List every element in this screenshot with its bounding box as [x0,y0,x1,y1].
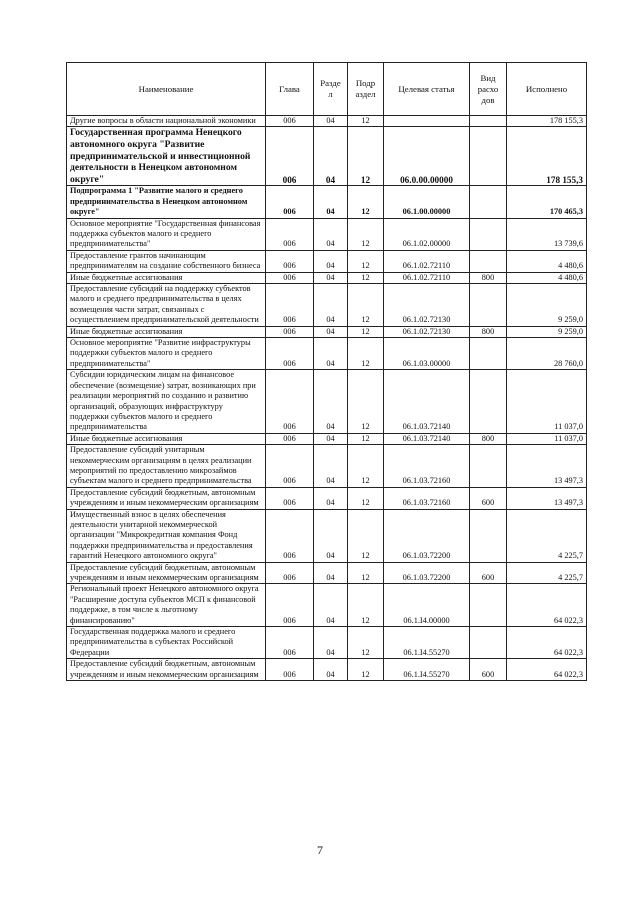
table-row [67,627,587,659]
row-target-article: 06.1.03.72140 [384,370,470,433]
row-glava: 006 [266,487,314,509]
row-name: Основное мероприятие "Государственная финансовая поддержка субъектов малого и среднего предпринимательства" [67,218,266,250]
row-podrazdel: 12 [348,186,384,218]
row-target-article: 06.1.03.72140 [384,433,470,444]
row-executed-amount: 64 022,3 [507,627,587,659]
row-razdel: 04 [314,218,348,250]
table-row [67,116,587,127]
row-razdel: 04 [314,338,348,370]
row-name: Региональный проект Ненецкого автономного округа "Расширение доступа субъектов МСП к финансовой поддержке, в том числе к льготному финансированию" [67,584,266,627]
table-body [67,116,587,681]
row-executed-amount: 13 739,6 [507,218,587,250]
row-podrazdel: 12 [348,284,384,327]
table-header-row [67,63,587,116]
table-row [67,326,587,337]
row-target-article: 06.0.00.00000 [384,127,470,186]
row-razdel: 04 [314,186,348,218]
table-row [67,370,587,433]
row-podrazdel: 12 [348,487,384,509]
row-glava: 006 [266,370,314,433]
row-target-article: 06.1.02.72110 [384,272,470,283]
row-glava: 006 [266,218,314,250]
row-expense-type: 800 [470,433,507,444]
row-expense-type: 800 [470,272,507,283]
row-glava: 006 [266,562,314,584]
row-glava: 006 [266,284,314,327]
row-name: Иные бюджетные ассигнования [67,433,266,444]
row-expense-type: 800 [470,326,507,337]
table-row [67,584,587,627]
row-executed-amount: 170 465,3 [507,186,587,218]
budget-table [66,62,587,681]
row-executed-amount: 11 037,0 [507,433,587,444]
table-row [67,433,587,444]
row-podrazdel: 12 [348,272,384,283]
row-name: Предоставление грантов начинающим предпринимателям на создание собственного бизнеса [67,250,266,272]
row-glava: 006 [266,659,314,681]
row-razdel: 04 [314,487,348,509]
header-glava: Глава [266,63,314,116]
row-executed-amount: 11 037,0 [507,370,587,433]
row-expense-type [470,509,507,562]
row-target-article: 06.1.02.00000 [384,218,470,250]
row-executed-amount: 178 155,3 [507,127,587,186]
row-razdel: 04 [314,272,348,283]
row-razdel: 04 [314,627,348,659]
row-podrazdel: 12 [348,584,384,627]
table-row [67,562,587,584]
row-razdel: 04 [314,659,348,681]
row-razdel: 04 [314,584,348,627]
row-target-article: 06.1.03.72160 [384,487,470,509]
row-podrazdel: 12 [348,127,384,186]
table-row [67,445,587,488]
row-expense-type [470,370,507,433]
row-target-article: 06.1.02.72130 [384,326,470,337]
header-executed: Исполнено [507,63,587,116]
row-glava: 006 [266,509,314,562]
table-row [67,509,587,562]
table-row [67,487,587,509]
row-glava: 006 [266,272,314,283]
row-podrazdel: 12 [348,218,384,250]
row-glava: 006 [266,127,314,186]
row-executed-amount: 13 497,3 [507,487,587,509]
row-glava: 006 [266,250,314,272]
row-name: Субсидии юридическим лицам на финансовое обеспечение (возмещение) затрат, возникающих при реализации мероприятий по созданию и развитию организаций, образующих инфраструктуру поддержки субъектов малого и среднего предпринимательства [67,370,266,433]
row-name: Государственная программа Ненецкого автономного округа "Развитие предпринимательской и инвестиционной деятельности в Ненецком автономном округе" [67,127,266,186]
row-podrazdel: 12 [348,433,384,444]
row-target-article: 06.1.I4.55270 [384,627,470,659]
row-expense-type [470,116,507,127]
row-target-article: 06.1.02.72110 [384,250,470,272]
row-executed-amount: 64 022,3 [507,659,587,681]
row-expense-type: 600 [470,487,507,509]
row-expense-type: 600 [470,659,507,681]
row-target-article: 06.1.03.72160 [384,445,470,488]
row-razdel: 04 [314,284,348,327]
table-row [67,338,587,370]
header-razdel: Разде л [314,63,348,116]
row-executed-amount: 13 497,3 [507,445,587,488]
row-target-article: 06.1.I4.55270 [384,659,470,681]
table-row [67,218,587,250]
row-executed-amount: 4 225,7 [507,509,587,562]
row-glava: 006 [266,326,314,337]
row-name: Основное мероприятие "Развитие инфраструктуры поддержки субъектов малого и среднего предпринимательства" [67,338,266,370]
table-row [67,186,587,218]
row-podrazdel: 12 [348,509,384,562]
row-name: Иные бюджетные ассигнования [67,272,266,283]
row-name: Предоставление субсидий бюджетным, автономным учреждениям и иным некоммерческим организациям [67,487,266,509]
table-row [67,272,587,283]
row-name: Предоставление субсидий унитарным некоммерческим организациям в целях реализации мероприятий по предоставлению микрозаймов субъектам малого и среднего предпринимательства [67,445,266,488]
row-razdel: 04 [314,250,348,272]
row-name: Подпрограмма 1 "Развитие малого и среднего предпринимательства в Ненецком автономном округе" [67,186,266,218]
row-name: Другие вопросы в области национальной экономики [67,116,266,127]
row-podrazdel: 12 [348,659,384,681]
header-expense-type: Вид расхо дов [470,63,507,116]
row-executed-amount: 4 480,6 [507,250,587,272]
row-expense-type [470,627,507,659]
row-executed-amount: 64 022,3 [507,584,587,627]
row-glava: 006 [266,116,314,127]
row-target-article: 06.1.I4.00000 [384,584,470,627]
row-target-article: 06.1.03.72200 [384,509,470,562]
row-podrazdel: 12 [348,338,384,370]
table-row [67,659,587,681]
row-razdel: 04 [314,445,348,488]
row-razdel: 04 [314,370,348,433]
row-name: Иные бюджетные ассигнования [67,326,266,337]
row-executed-amount: 28 760,0 [507,338,587,370]
row-expense-type [470,250,507,272]
row-target-article: 06.1.02.72130 [384,284,470,327]
row-podrazdel: 12 [348,116,384,127]
row-expense-type [470,218,507,250]
row-glava: 006 [266,433,314,444]
row-podrazdel: 12 [348,445,384,488]
row-name: Предоставление субсидий бюджетным, автономным учреждениям и иным некоммерческим организациям [67,562,266,584]
row-razdel: 04 [314,326,348,337]
row-target-article: 06.1.00.00000 [384,186,470,218]
row-expense-type [470,186,507,218]
row-target-article: 06.1.03.00000 [384,338,470,370]
row-podrazdel: 12 [348,627,384,659]
row-razdel: 04 [314,562,348,584]
row-glava: 006 [266,584,314,627]
row-podrazdel: 12 [348,370,384,433]
row-target-article: 06.1.03.72200 [384,562,470,584]
row-glava: 006 [266,445,314,488]
row-executed-amount: 9 259,0 [507,284,587,327]
row-expense-type [470,584,507,627]
row-target-article [384,116,470,127]
row-razdel: 04 [314,509,348,562]
table-row [67,127,587,186]
row-podrazdel: 12 [348,250,384,272]
row-razdel: 04 [314,127,348,186]
row-expense-type [470,445,507,488]
header-target-article: Целевая статья [384,63,470,116]
row-executed-amount: 9 259,0 [507,326,587,337]
row-executed-amount: 178 155,3 [507,116,587,127]
row-razdel: 04 [314,116,348,127]
row-glava: 006 [266,338,314,370]
row-expense-type [470,127,507,186]
table-row [67,250,587,272]
row-name: Государственная поддержка малого и среднего предпринимательства в субъектах Российской Федерации [67,627,266,659]
row-expense-type [470,338,507,370]
header-name: Наименование [67,63,266,116]
row-name: Предоставление субсидий на поддержку субъектов малого и среднего предпринимательства в целях возмещения части затрат, связанных с осуществлением предпринимательской деятельности [67,284,266,327]
row-glava: 006 [266,186,314,218]
row-expense-type [470,284,507,327]
row-razdel: 04 [314,433,348,444]
row-podrazdel: 12 [348,562,384,584]
row-podrazdel: 12 [348,326,384,337]
row-glava: 006 [266,627,314,659]
page-number: 7 [317,843,323,857]
table-row [67,284,587,327]
row-expense-type: 600 [470,562,507,584]
header-podrazdel: Подр аздел [348,63,384,116]
row-name: Имущественный взнос в целях обеспечения деятельности унитарной некоммерческой организации "Микрокредитная компания Фонд поддержки предпринимательства и предоставления гарантий Ненецкого автономного округа" [67,509,266,562]
row-executed-amount: 4 225,7 [507,562,587,584]
row-name: Предоставление субсидий бюджетным, автономным учреждениям и иным некоммерческим организациям [67,659,266,681]
row-executed-amount: 4 480,6 [507,272,587,283]
